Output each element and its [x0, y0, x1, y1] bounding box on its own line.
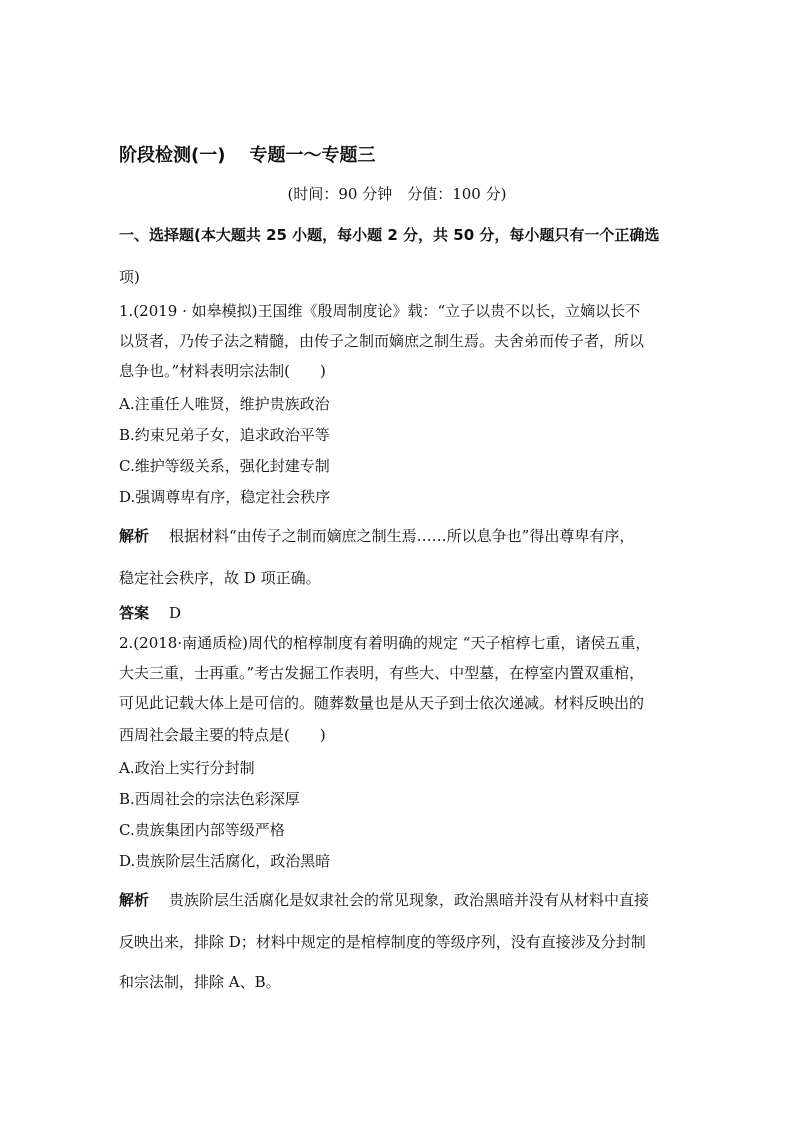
q1-answer: [119, 603, 679, 623]
q2-option-a: A.政治上实行分封制: [119, 759, 255, 777]
section-heading-line1: 一、选择题(本大题共 25 小题，每小题 2 分，共 50 分，每小题只有一个正确选: [119, 226, 660, 244]
q1-analysis-label: 解析: [119, 527, 150, 545]
q2-analysis-label: 解析: [119, 891, 150, 909]
q1-option-c: C.维护等级关系，强化封建专制: [119, 457, 330, 475]
q1-option-a: A.注重任人唯贤，维护贵族政治: [119, 395, 330, 413]
q2-analysis-line2: 反映出来，排除 D；材料中规定的是棺椁制度的等级序列，没有直接涉及分封制: [119, 933, 646, 951]
q2-option-c: C.贵族集团内部等级严格: [119, 821, 285, 839]
q1-option-d: D.强调尊卑有序，稳定社会秩序: [119, 488, 331, 506]
q1-stem-line3: 息争也。”材料表明宗法制( ): [119, 362, 326, 380]
q1-stem-line1: 1.(2019 · 如皋模拟)王国维《殷周制度论》载：“立子以贵不以长，立嫡以长不: [119, 302, 641, 320]
page-title: [119, 141, 375, 167]
q1-analysis-line2: 稳定社会秩序，故 D 项正确。: [119, 569, 321, 587]
title-part-b: 专题一～专题三: [249, 145, 376, 166]
q1-stem-line2: 以贤者，乃传子法之精髓，由传子之制而嫡庶之制生焉。夫舍弟而传子者，所以: [119, 332, 645, 350]
q2-stem-line2: 大夫三重，士再重。”考古发掘工作表明，有些大、中型墓，在椁室内置双重棺，: [119, 664, 645, 682]
q2-stem-line4: 西周社会最主要的特点是( ): [119, 726, 326, 744]
q1-analysis-text1: 根据材料“由传子之制而嫡庶之制生焉……所以息争也”得出尊卑有序，: [169, 527, 635, 545]
q1-option-b: B.约束兄弟子女，追求政治平等: [119, 426, 330, 444]
q1-analysis-line1: [119, 526, 679, 546]
q2-analysis-text1: 贵族阶层生活腐化是奴隶社会的常见现象，政治黑暗并没有从材料中直接: [169, 891, 650, 909]
q2-analysis-line3: 和宗法制，排除 A、B。: [119, 973, 281, 991]
section-heading-line2: 项): [119, 268, 140, 286]
q1-answer-value: D: [169, 604, 182, 622]
q2-analysis-line1: [119, 890, 679, 910]
q1-answer-label: 答案: [119, 604, 150, 622]
q2-stem-line1: 2.(2018·南通质检)周代的棺椁制度有着明确的规定 “天子棺椁七重，诸侯五重，: [119, 634, 651, 652]
q2-stem-line3: 可见此记载大体上是可信的。随葬数量也是从天子到士依次递减。材料反映出的: [119, 694, 645, 712]
q2-option-d: D.贵族阶层生活腐化，政治黑暗: [119, 852, 331, 870]
q2-option-b: B.西周社会的宗法色彩深厚: [119, 790, 300, 808]
exam-time-score: (时间：90 分钟 分值：100 分): [287, 185, 507, 203]
title-part-a: 阶段检测(一): [119, 145, 226, 166]
